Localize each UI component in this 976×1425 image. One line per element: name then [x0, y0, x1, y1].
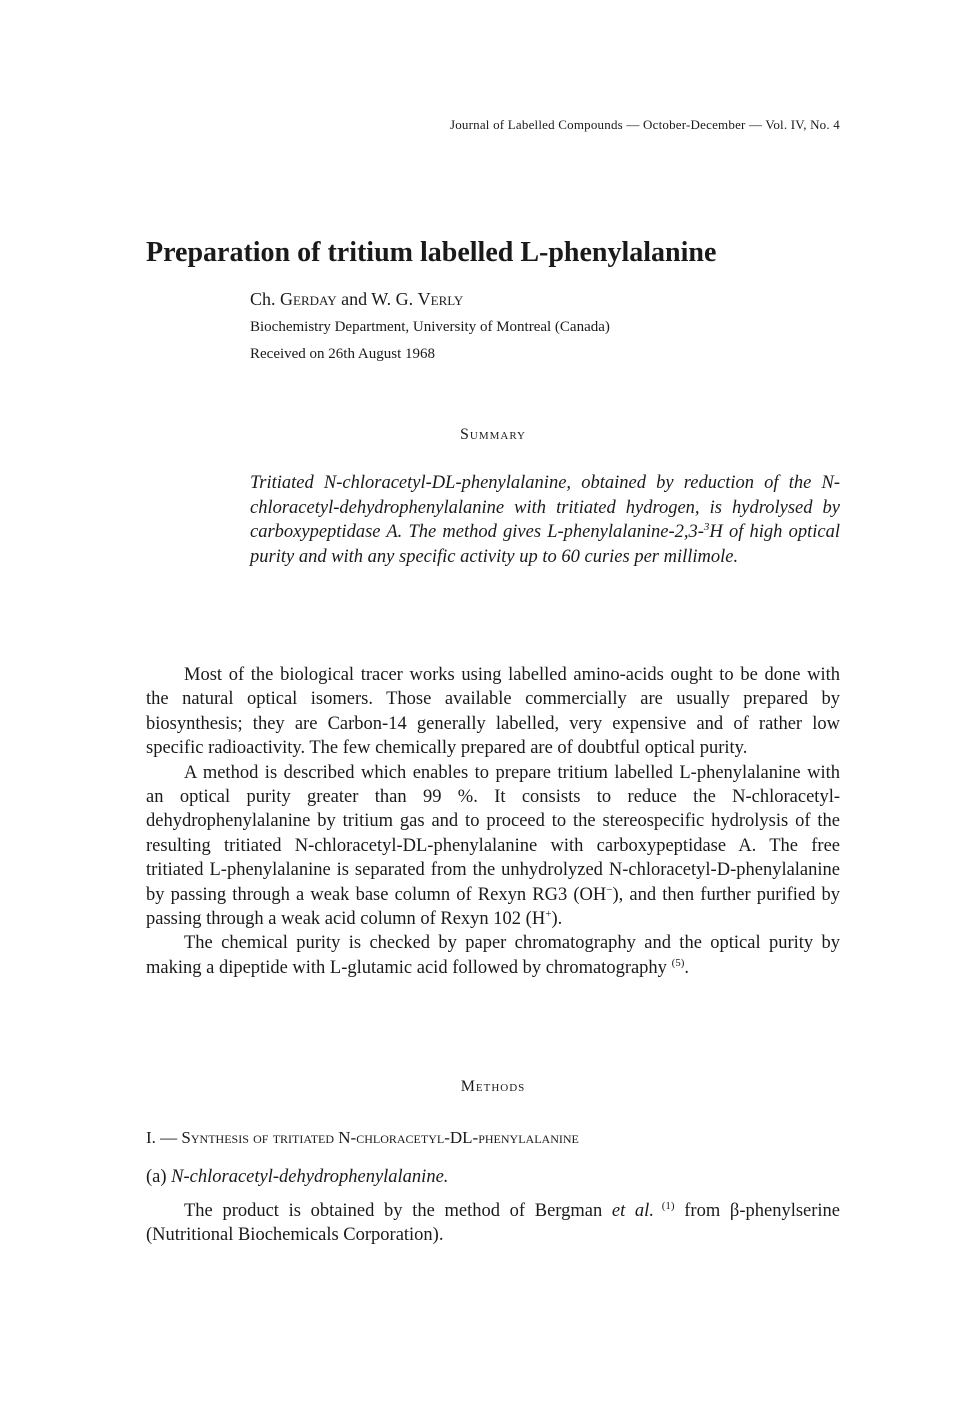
- received-date: Received on 26th August 1968: [250, 346, 435, 362]
- running-head: Journal of Labelled Compounds — October-December — Vol. IV, No. 4: [449, 117, 840, 132]
- section-heading: I. — Synthesis of tritiated N-chloracetyl-DL-phenylalanine: [146, 1128, 579, 1147]
- author-1-initials: Ch.: [250, 289, 281, 309]
- author-conjunction: and: [336, 289, 372, 309]
- methods-heading: Methods: [460, 1078, 526, 1095]
- paragraph-3: The chemical purity is checked by paper chromatography and the optical purity by making a dipeptide with L-glutamic acid followed by chromatography $^{(5)}$.: [146, 933, 840, 978]
- paragraph-4: The product is obtained by the method of Bergman et al. $^{(1)}$ from β-phenylserine (Nutritional Biochemicals Corporation).: [146, 1199, 841, 1246]
- paragraph-1: Most of the biological tracer works using labelled amino-acids ought to be done with the natural optical isomers. Those available commercially are usually prepared by biosynthesis; they are Carbon-14 generally labelled, very expensive and of rather low specific radioactivity. The few chemically prepared are of doubtful optical purity.: [146, 665, 840, 759]
- author-2-initials: W. G.: [371, 289, 418, 309]
- article-title: Preparation of tritium labelled L-phenylalanine: [146, 237, 717, 268]
- sub-heading: (a) N-chloracetyl-dehydrophenylalanine.: [146, 1167, 449, 1187]
- paragraph-2: A method is described which enables to prepare tritium labelled L-phenylalanine with an optical purity greater than 99 %. It consists to reduce the N-chloracetyl-dehydrophenylalanine by tritium gas and to proceed to the stereospecific hydrolysis of the resulting tritiated N-chloracetyl-DL-phenylalanine with carboxypeptidase A. The free tritiated L-phenylalanine is separated from the unhydrolyzed N-chloracetyl-D-phenylalanine by passing through a weak base column of Rexyn RG3 (OH−), and then further purified by passing through a weak acid column of Rexyn 102 (H+).: [146, 762, 841, 930]
- body-text: [146, 663, 840, 980]
- affiliation: Biochemistry Department, University of Montreal (Canada): [250, 319, 610, 335]
- author-1-surname: Gerday: [280, 289, 337, 309]
- summary-heading: Summary: [459, 426, 527, 443]
- author-2-surname: Verly: [417, 289, 464, 309]
- authors: [250, 289, 463, 310]
- summary-text: Tritiated N-chloracetyl-DL-phenylalanine, obtained by reduction of the N-chloracetyl-dehydrophenylalanine with tritiated hydrogen, is hydrolysed by carboxypeptidase A. The method gives L-phenylalanine-2,3-$^3$H of high optical purity and with any specific activity up to 60 curies per millimole.: [250, 473, 840, 567]
